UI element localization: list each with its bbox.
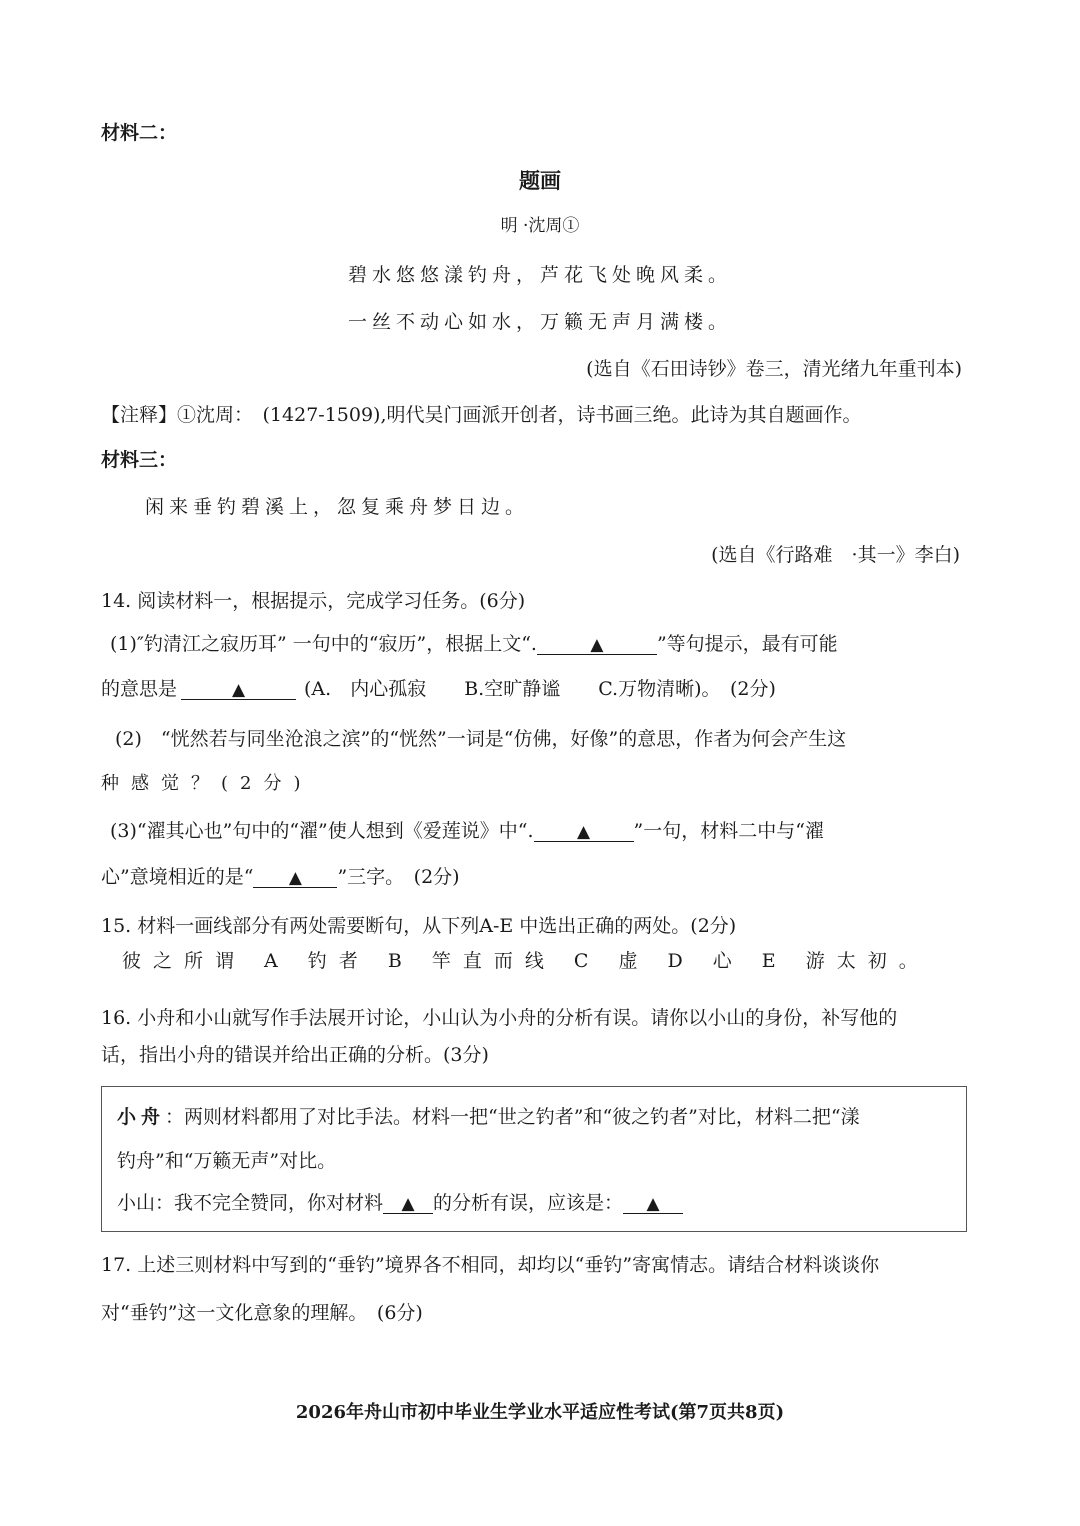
- q14-p3-text-a: (3)“濯其心也”句中的“濯”使人想到《爱莲说》中“.: [110, 820, 534, 842]
- q15-stem: 15. 材料一画线部分有两处需要断句，从下列A-E 中选出正确的两处。(2分): [101, 915, 737, 937]
- q14-part2-line1: (2) “恍然若与同坐沧浪之滨”的“恍然”一词是“仿佛，好像”的意思，作者为何会产生这: [115, 728, 847, 750]
- q14-part3-line2: [101, 868, 460, 888]
- material3-source: (选自《行路难 ·其一》李白): [711, 544, 960, 566]
- q16-shan-line: [117, 1194, 683, 1214]
- q14-stem: 14. 阅读材料一，根据提示，完成学习任务。(6分): [101, 590, 526, 612]
- q16-blank-answer[interactable]: [623, 1194, 683, 1214]
- blank-marker: ▲: [288, 868, 302, 888]
- q14-p3-text-b: ”一句，材料二中与“濯: [633, 820, 824, 842]
- q16-zhou-line2: 钓舟”和“万籁无声”对比。: [117, 1150, 337, 1172]
- poem-author: 明 ·沈周①: [500, 216, 580, 236]
- q14-p3-blank-1[interactable]: [534, 822, 634, 842]
- q15-options: 彼之所谓 A 钓者 B 竿直而线 C 虚 D 心 E 游太初。: [122, 950, 930, 972]
- q14-part3-line1: [110, 822, 824, 842]
- q16-zhou-line1: [117, 1108, 860, 1127]
- q14-p1-text-d: (A. 内心孤寂 B.空旷静谧 C.万物清晰)。 (2分): [304, 678, 776, 700]
- material2-heading: 材料二：: [101, 122, 178, 144]
- blank-marker: ▲: [231, 680, 246, 700]
- note-text: ①沈周： (1427-1509),明代吴门画派开创者，诗书画三绝。此诗为其自题画作。: [177, 404, 862, 426]
- q17-stem-line1: 17. 上述三则材料中写到的“垂钓”境界各不相同，却均以“垂钓”寄寓情志。请结合材料谈谈你: [101, 1254, 880, 1276]
- material3-heading: 材料三：: [101, 449, 178, 471]
- note-label: 【注释】: [101, 404, 178, 426]
- q14-part1-line1: [110, 635, 838, 655]
- material3-line: 闲来垂钓碧溪上，忽复乘舟梦日边。: [145, 496, 530, 518]
- blank-marker: ▲: [590, 635, 604, 655]
- q14-part2-line2: 种感觉？(2分): [101, 773, 313, 794]
- q14-p3-text-d: ”三字。 (2分): [337, 866, 460, 888]
- q14-p1-blank-2[interactable]: [181, 680, 296, 700]
- shan-text-b: 的分析有误，应该是：: [433, 1192, 624, 1214]
- poem-title: 题画: [519, 168, 561, 193]
- q14-p1-text-a: (1)″钓清江之寂历耳” 一句中的“寂历”，根据上文“.: [110, 633, 537, 655]
- poem-note: [101, 406, 862, 425]
- q16-stem-line2: 话，指出小舟的错误并给出正确的分析。(3分): [101, 1044, 489, 1066]
- blank-marker: ▲: [576, 822, 591, 842]
- q14-part1-line2: [101, 680, 776, 700]
- zhou-label: 小舟: [117, 1106, 166, 1128]
- shan-text-a: 小山：我不完全赞同，你对材料: [117, 1192, 384, 1214]
- q14-p1-text-c: 的意思是: [101, 678, 178, 700]
- poem-source: (选自《石田诗钞》卷三，清光绪九年重刊本): [586, 358, 962, 380]
- zhou-text-a: ：两则材料都用了对比手法。材料一把“世之钓者”和“彼之钓者”对比，材料二把“漾: [165, 1106, 860, 1128]
- q14-p1-text-b: ”等句提示，最有可能: [656, 633, 838, 655]
- q16-blank-material[interactable]: [383, 1194, 433, 1214]
- q14-p1-blank-1[interactable]: [537, 635, 657, 655]
- poem-line-1: 碧水悠悠漾钓舟，芦花飞处晚风柔。: [347, 264, 732, 286]
- blank-marker: ▲: [401, 1194, 415, 1214]
- q14-p3-text-c: 心”意境相近的是“: [101, 866, 254, 888]
- page-footer: 2026年舟山市初中毕业生学业水平适应性考试(第7页共8页): [295, 1402, 785, 1423]
- blank-marker: ▲: [646, 1194, 660, 1214]
- poem-line-2: 一丝不动心如水，万籁无声月满楼。: [347, 311, 732, 333]
- q14-p3-blank-2[interactable]: [253, 868, 337, 888]
- q17-stem-line2: 对“垂钓”这一文化意象的理解。 (6分): [101, 1302, 423, 1324]
- q16-stem-line1: 16. 小舟和小山就写作手法展开讨论，小山认为小舟的分析有误。请你以小山的身份，补写他的: [101, 1007, 898, 1029]
